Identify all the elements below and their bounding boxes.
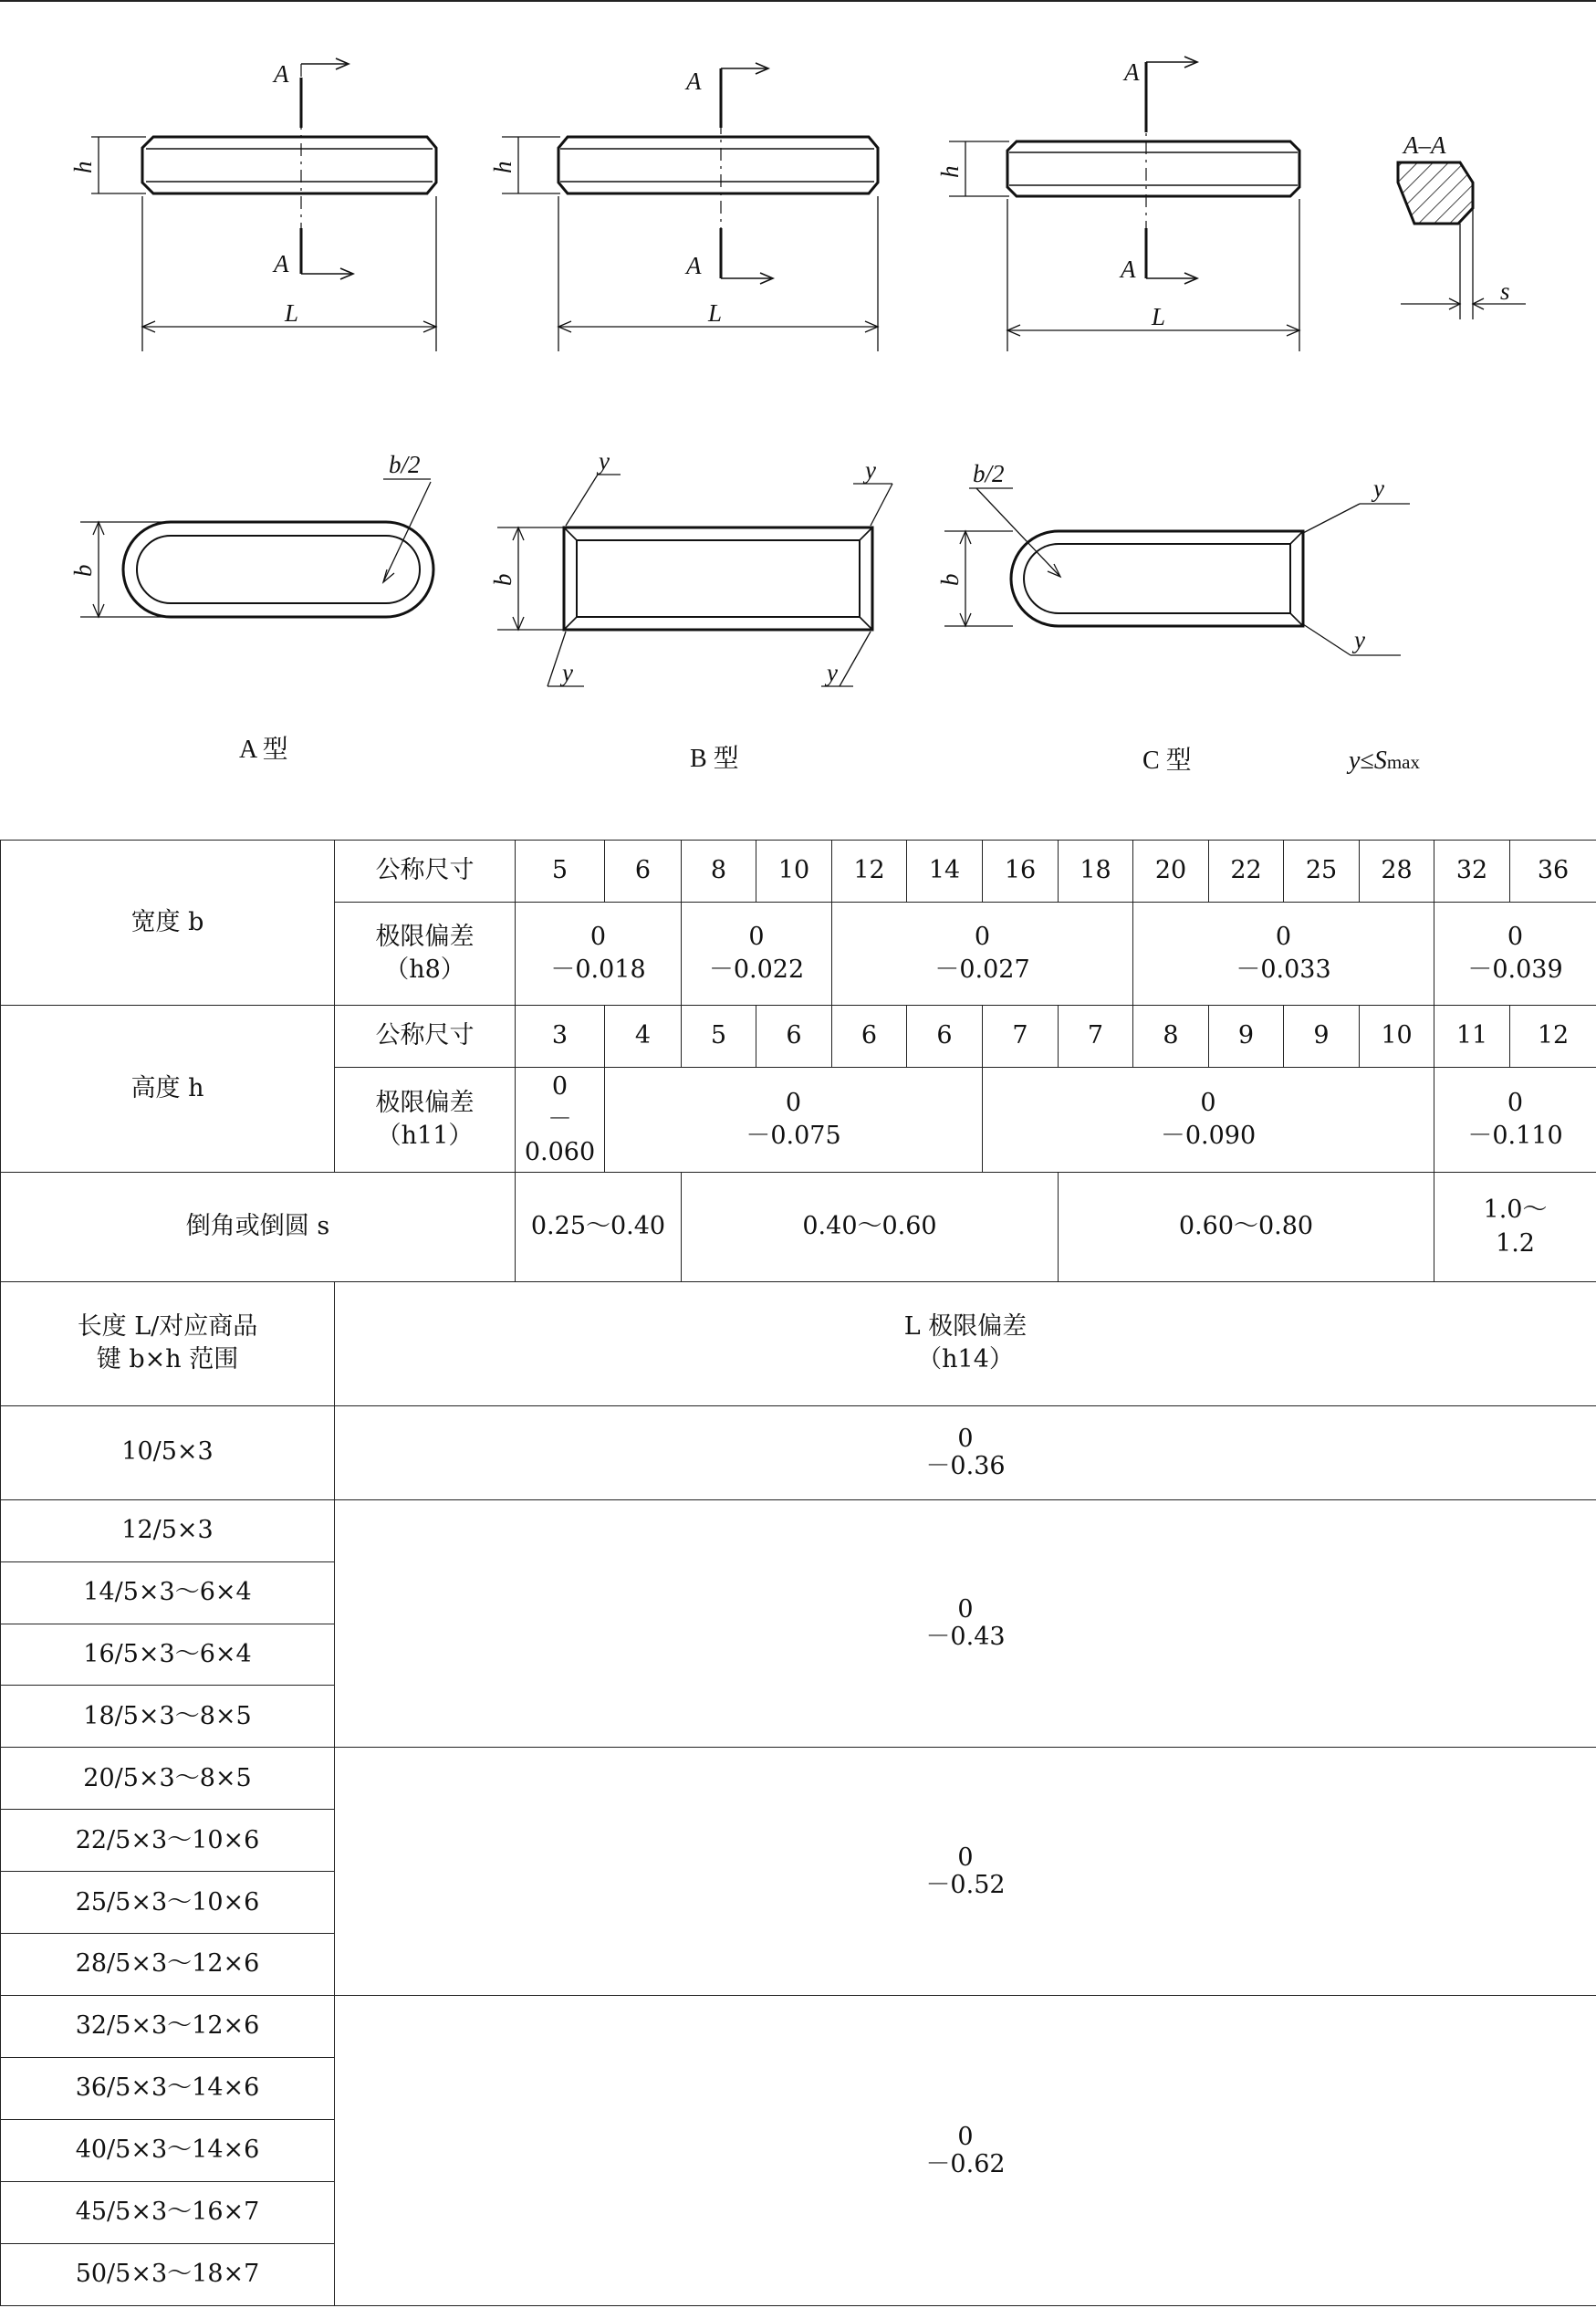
length-range: 25/5×3～10×6 <box>1 1872 335 1934</box>
height-tol <box>983 1068 1434 1173</box>
height-tol-line: －0.075 <box>746 1122 841 1151</box>
height-tol-line: 0 <box>1200 1088 1216 1117</box>
width-size: 25 <box>1284 841 1360 903</box>
length-tol-line: －0.36 <box>925 1451 1006 1480</box>
length-range: 36/5×3～14×6 <box>1 2058 335 2120</box>
section-mark-a-bottom-1: A <box>274 250 289 277</box>
width-nominal-label: 公称尺寸 <box>335 841 516 903</box>
section-mark-a-top-3: A <box>1124 58 1140 86</box>
width-size: 6 <box>605 841 682 903</box>
dim-b-c: b <box>936 573 964 586</box>
chamfer-value: 0.25～0.40 <box>516 1173 682 1281</box>
width-size: 16 <box>983 841 1059 903</box>
length-header <box>1 1281 335 1405</box>
length-tol-line: －0.52 <box>925 1870 1006 1899</box>
plan-view-type-a <box>80 479 433 617</box>
length-header-line: 长度 L/对应商品 <box>77 1311 258 1341</box>
dim-l-a: L <box>285 299 299 327</box>
width-tol-line: 0 <box>748 922 765 951</box>
y-note: y≤Smax <box>1349 747 1420 775</box>
width-tol-line: －0.027 <box>934 956 1030 985</box>
chamfer-value-line: 1.2 <box>1496 1228 1535 1258</box>
width-size: 36 <box>1510 841 1596 903</box>
dim-y-b-tr: y <box>865 456 876 484</box>
section-aa-title: A–A <box>1403 131 1446 159</box>
length-tol-line: 0 <box>957 1595 974 1624</box>
width-label: 宽度 b <box>1 841 335 1006</box>
dim-b2-a: b/2 <box>389 451 421 478</box>
height-tol-line: －0.060 <box>524 1105 596 1167</box>
height-size: 7 <box>983 1006 1059 1068</box>
height-tol-line: 0 <box>785 1088 802 1117</box>
length-tol-line: 0 <box>957 1424 974 1453</box>
dim-l-c: L <box>1152 303 1166 330</box>
width-size: 10 <box>756 841 832 903</box>
type-c-caption: C 型 <box>1142 747 1192 775</box>
chamfer-value: 0.40～0.60 <box>682 1173 1059 1281</box>
dim-y-c-top: y <box>1373 475 1384 502</box>
height-size: 7 <box>1059 1006 1133 1068</box>
length-tol-header-line: （h14） <box>917 1345 1014 1374</box>
length-tol-line: 0 <box>957 1843 974 1873</box>
chamfer-value: 0.60～0.80 <box>1059 1173 1434 1281</box>
side-view-c <box>949 57 1299 351</box>
length-range: 16/5×3～6×4 <box>1 1624 335 1686</box>
width-tol-line: 0 <box>589 922 607 951</box>
height-tol-line: －0.110 <box>1467 1122 1563 1151</box>
length-range: 45/5×3～16×7 <box>1 2181 335 2243</box>
table-row <box>1 1281 1596 1405</box>
length-tol-line: －0.62 <box>925 2149 1006 2178</box>
width-tol-line: 0 <box>1275 922 1292 951</box>
plan-view-type-c <box>944 488 1410 655</box>
width-tol-label <box>335 902 516 1005</box>
table-row <box>1 1006 1596 1068</box>
height-size: 11 <box>1434 1006 1510 1068</box>
length-range: 18/5×3～8×5 <box>1 1686 335 1748</box>
length-header-line: 键 b×h 范围 <box>96 1345 239 1374</box>
table-row <box>1 1405 1596 1499</box>
length-tol <box>335 1499 1596 1748</box>
technical-drawings <box>0 0 1596 821</box>
width-tol-line: 0 <box>974 922 991 951</box>
length-range: 22/5×3～10×6 <box>1 1810 335 1872</box>
side-view-a <box>91 58 436 351</box>
width-tol-line: －0.039 <box>1467 956 1563 985</box>
width-size: 32 <box>1434 841 1510 903</box>
chamfer-label: 倒角或倒圆 s <box>1 1173 516 1281</box>
length-range: 28/5×3～12×6 <box>1 1934 335 1996</box>
width-tol-label-line: （h8） <box>384 956 465 985</box>
width-tol-line: 0 <box>1507 922 1524 951</box>
type-b-caption: B 型 <box>690 745 739 773</box>
length-range: 10/5×3 <box>1 1405 335 1499</box>
height-tol-line: 0 <box>551 1071 569 1101</box>
table-row <box>1 1748 1596 1810</box>
dim-l-b: L <box>708 299 723 327</box>
dim-y-c-bottom: y <box>1354 626 1365 653</box>
width-tol <box>1133 902 1434 1005</box>
dim-h-a: h <box>69 161 97 173</box>
length-range: 20/5×3～8×5 <box>1 1748 335 1810</box>
dim-y-b-tl: y <box>599 447 610 475</box>
height-tol-label-line: （h11） <box>376 1122 474 1151</box>
width-tol-line: －0.033 <box>1236 956 1331 985</box>
table-row <box>1 1499 1596 1561</box>
width-size: 18 <box>1059 841 1133 903</box>
height-size: 6 <box>907 1006 983 1068</box>
length-range: 32/5×3～12×6 <box>1 1996 335 2058</box>
height-label: 高度 h <box>1 1006 335 1173</box>
dim-b-a: b <box>69 564 97 577</box>
height-tol <box>1434 1068 1596 1173</box>
dim-h-c: h <box>936 165 964 178</box>
height-tol <box>516 1068 605 1173</box>
height-size: 6 <box>756 1006 832 1068</box>
section-mark-a-top-1: A <box>274 60 289 88</box>
length-range: 12/5×3 <box>1 1499 335 1561</box>
height-size: 10 <box>1360 1006 1434 1068</box>
length-tol-header <box>335 1281 1596 1405</box>
height-tol-line: 0 <box>1507 1088 1524 1117</box>
length-tol <box>335 1748 1596 1996</box>
width-size: 12 <box>832 841 907 903</box>
width-tol <box>1434 902 1596 1005</box>
type-a-caption: A 型 <box>239 736 288 764</box>
dim-s: s <box>1500 277 1510 305</box>
table-row <box>1 1173 1596 1281</box>
width-size: 22 <box>1209 841 1284 903</box>
length-range: 14/5×3～6×4 <box>1 1561 335 1624</box>
dim-h-b: h <box>489 161 516 173</box>
height-tol-line: －0.090 <box>1160 1122 1257 1151</box>
height-size: 12 <box>1510 1006 1596 1068</box>
width-size: 28 <box>1360 841 1434 903</box>
width-size: 20 <box>1133 841 1209 903</box>
height-size: 3 <box>516 1006 605 1068</box>
width-size: 14 <box>907 841 983 903</box>
section-mark-a-bottom-2: A <box>686 252 702 279</box>
section-mark-a-top-2: A <box>686 68 702 95</box>
height-tol-label-line: 极限偏差 <box>375 1088 475 1117</box>
height-size: 9 <box>1209 1006 1284 1068</box>
length-tol <box>335 1405 1596 1499</box>
length-range: 50/5×3～18×7 <box>1 2243 335 2305</box>
plan-view-type-b <box>497 475 892 686</box>
length-tol-line: 0 <box>957 2122 974 2151</box>
length-tol-line: －0.43 <box>925 1623 1006 1652</box>
dim-b-b: b <box>489 573 516 586</box>
height-size: 8 <box>1133 1006 1209 1068</box>
height-size: 9 <box>1284 1006 1360 1068</box>
width-tol <box>682 902 832 1005</box>
width-size: 5 <box>516 841 605 903</box>
length-range: 40/5×3～14×6 <box>1 2120 335 2182</box>
section-mark-a-bottom-3: A <box>1121 256 1136 283</box>
side-view-b <box>502 63 878 351</box>
table-row <box>1 1996 1596 2058</box>
height-tol-label <box>335 1068 516 1173</box>
chamfer-value-line: 1.0～ <box>1483 1196 1548 1225</box>
height-nominal-label: 公称尺寸 <box>335 1006 516 1068</box>
height-size: 5 <box>682 1006 756 1068</box>
width-tol <box>832 902 1133 1005</box>
table-row <box>1 841 1596 903</box>
width-size: 8 <box>682 841 756 903</box>
width-tol-line: －0.018 <box>550 956 646 985</box>
key-dimension-table <box>0 840 1596 2306</box>
height-size: 6 <box>832 1006 907 1068</box>
dim-y-b-bl: y <box>562 659 573 686</box>
dim-b2-c: b/2 <box>973 460 1005 487</box>
length-tol <box>335 1996 1596 2306</box>
width-tol-label-line: 极限偏差 <box>375 922 475 951</box>
width-tol-line: －0.022 <box>708 956 805 985</box>
width-tol <box>516 902 682 1005</box>
dim-y-b-br: y <box>827 659 838 686</box>
chamfer-value <box>1434 1173 1596 1281</box>
height-tol <box>605 1068 983 1173</box>
height-size: 4 <box>605 1006 682 1068</box>
length-tol-header-line: L 极限偏差 <box>903 1311 1027 1341</box>
